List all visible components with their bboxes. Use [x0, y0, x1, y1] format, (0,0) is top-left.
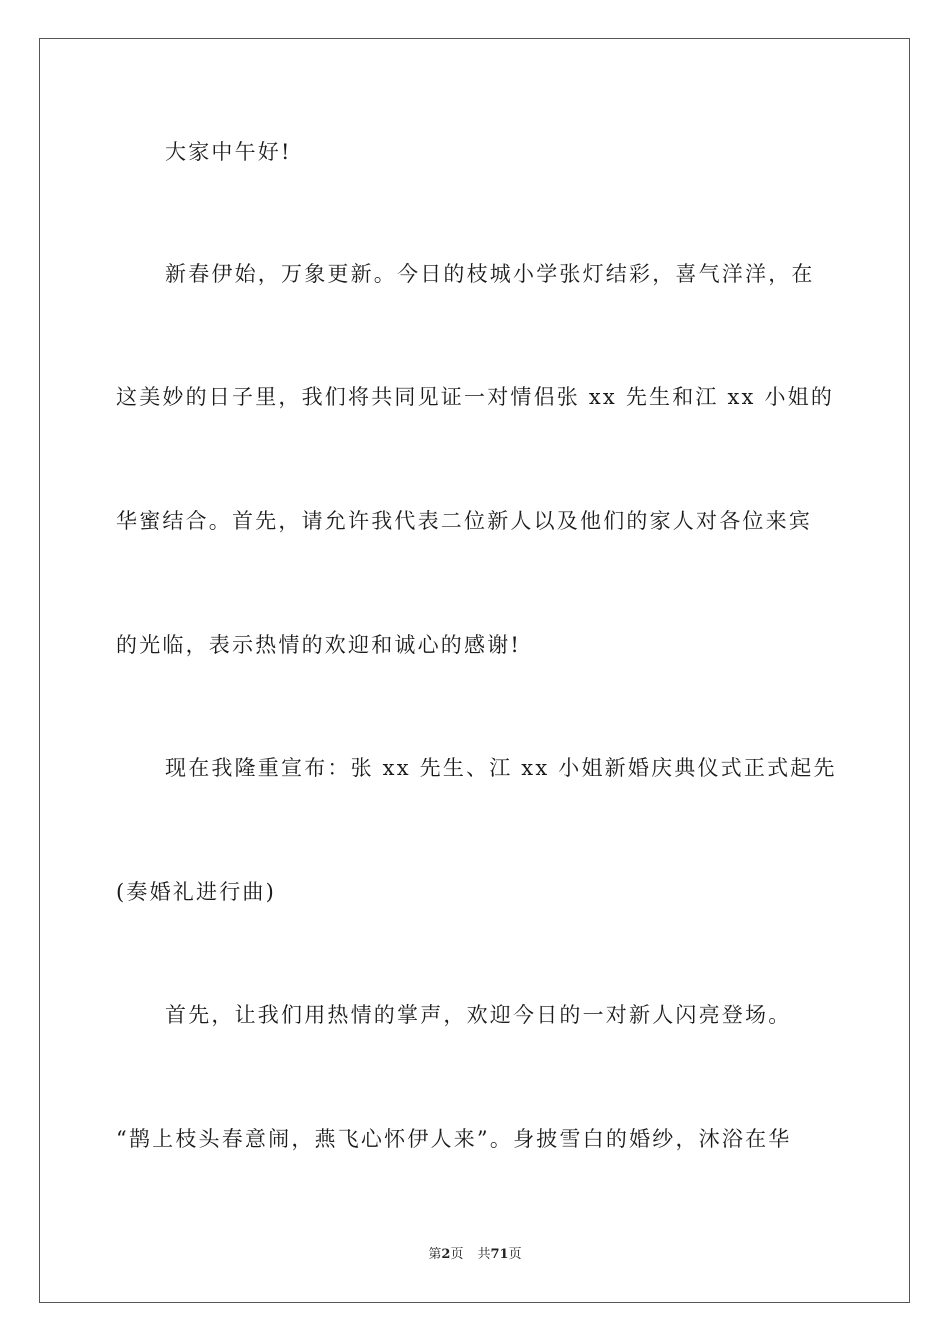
announcement-line: 现在我隆重宣布：张 xx 先生、江 xx 小姐新婚庆典仪式正式起先	[165, 756, 837, 780]
greeting-line: 大家中午好!	[165, 140, 292, 164]
paragraph-line: 的光临，表示热情的欢迎和诚心的感谢!	[116, 633, 522, 657]
paragraph-line: 华蜜结合。首先，请允许我代表二位新人以及他们的家人对各位来宾	[116, 509, 812, 533]
total-suffix: 页	[508, 1247, 522, 1262]
quote-line: “鹊上枝头春意闹，燕飞心怀伊人来”。身披雪白的婚纱，沐浴在华	[116, 1127, 792, 1151]
paragraph-line: 首先，让我们用热情的掌声，欢迎今日的一对新人闪亮登场。	[165, 1003, 792, 1027]
page-prefix: 第	[428, 1247, 442, 1262]
total-prefix: 共	[477, 1247, 491, 1262]
total-pages: 71	[490, 1247, 509, 1262]
page-footer	[0, 1246, 950, 1264]
page-frame	[39, 38, 910, 1303]
paragraph-line: 这美妙的日子里，我们将共同见证一对情侣张 xx 先生和江 xx 小姐的	[116, 385, 835, 409]
page-number: 2	[441, 1247, 451, 1262]
stage-direction-line: (奏婚礼进行曲)	[116, 880, 276, 904]
paragraph-line: 新春伊始，万象更新。今日的枝城小学张灯结彩，喜气洋洋，在	[165, 262, 815, 286]
page-suffix: 页	[450, 1247, 464, 1262]
